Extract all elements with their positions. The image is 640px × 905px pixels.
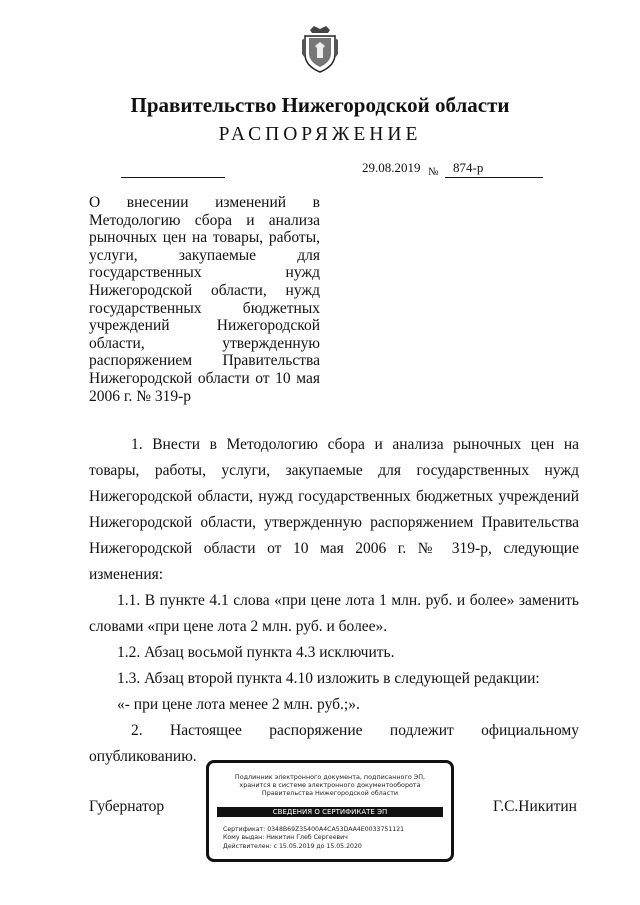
certificate-label: Сертификат: (223, 826, 266, 833)
signer-name: Г.С.Никитин (493, 798, 577, 815)
document-number: 874-р (453, 160, 484, 175)
paragraph-1-1: 1.1. В пункте 4.1 слова «при цене лота 1 млн. руб. и более» заменить словами «при цене лота 2 млн. руб. и более». (89, 592, 579, 635)
stamp-note-line: Правительства Нижегородской области (261, 789, 399, 798)
e-signature-stamp (206, 760, 454, 862)
valid-row (223, 843, 404, 851)
number-sign: № (428, 166, 439, 178)
signer-position: Губернатор (89, 798, 165, 815)
issued-to-label: Кому выдан: (223, 834, 265, 842)
coat-of-arms-icon (301, 24, 339, 74)
valid-value: с 15.05.2019 до 15.05.2020 (273, 842, 362, 850)
issued-to-value: Никитин Глеб Сергеевич (266, 834, 348, 842)
document-subject: О внесении изменений в Методологию сбора и анализа рыночных цен на товары, работы, услуги, закупаемые для государственных нужд Нижегородской области, нужд государственных бюджетных учреждений Нижегородской области, утвержденную распоряжением Правительства Нижегородской области от 10 мая 2006 г. № 319-р (89, 194, 320, 405)
issued-to-row (223, 834, 404, 842)
blank-line (121, 177, 225, 178)
valid-label: Действителен: (223, 842, 272, 850)
paragraph-1-3: 1.3. Абзац второй пункта 4.10 изложить в следующей редакции: (117, 670, 540, 687)
stamp-info (223, 826, 404, 851)
paragraph-1-2: 1.2. Абзац восьмой пункта 4.3 исключить. (117, 644, 395, 661)
government-title: Правительство Нижегородской области (130, 93, 510, 117)
stamp-note-line: Подлинник электронного документа, подписанного ЭП, (234, 773, 426, 781)
document-body (89, 432, 579, 770)
paragraph-1: 1. Внести в Методологию сбора и анализа рыночных цен на товары, работы, услуги, закупаемые для государственных нужд Нижегородской области, нужд государственных бюджетных учреждений Нижегородской области, утвержденную распоряжением Правительства Нижегородской области от 10 мая 2006 г. № 319-р, следующие изменения: (89, 436, 579, 583)
document-type: РАСПОРЯЖЕНИЕ (218, 124, 422, 145)
certificate-value: 0348B69Z35400A4CA53DAA4E0033751121 (267, 826, 405, 833)
stamp-title: СВЕДЕНИЯ О СЕРТИФИКАТЕ ЭП (217, 807, 443, 817)
paragraph-2: 2. Настоящее распоряжение подлежит официальному опубликованию. (89, 722, 579, 765)
stamp-note (209, 773, 451, 798)
document-date: 29.08.2019 (362, 160, 421, 175)
stamp-note-line: хранится в системе электронного документооборота (239, 781, 421, 790)
paragraph-1-3-quote: «- при цене лота менее 2 млн. руб.;». (117, 696, 360, 713)
number-underline (445, 177, 543, 178)
